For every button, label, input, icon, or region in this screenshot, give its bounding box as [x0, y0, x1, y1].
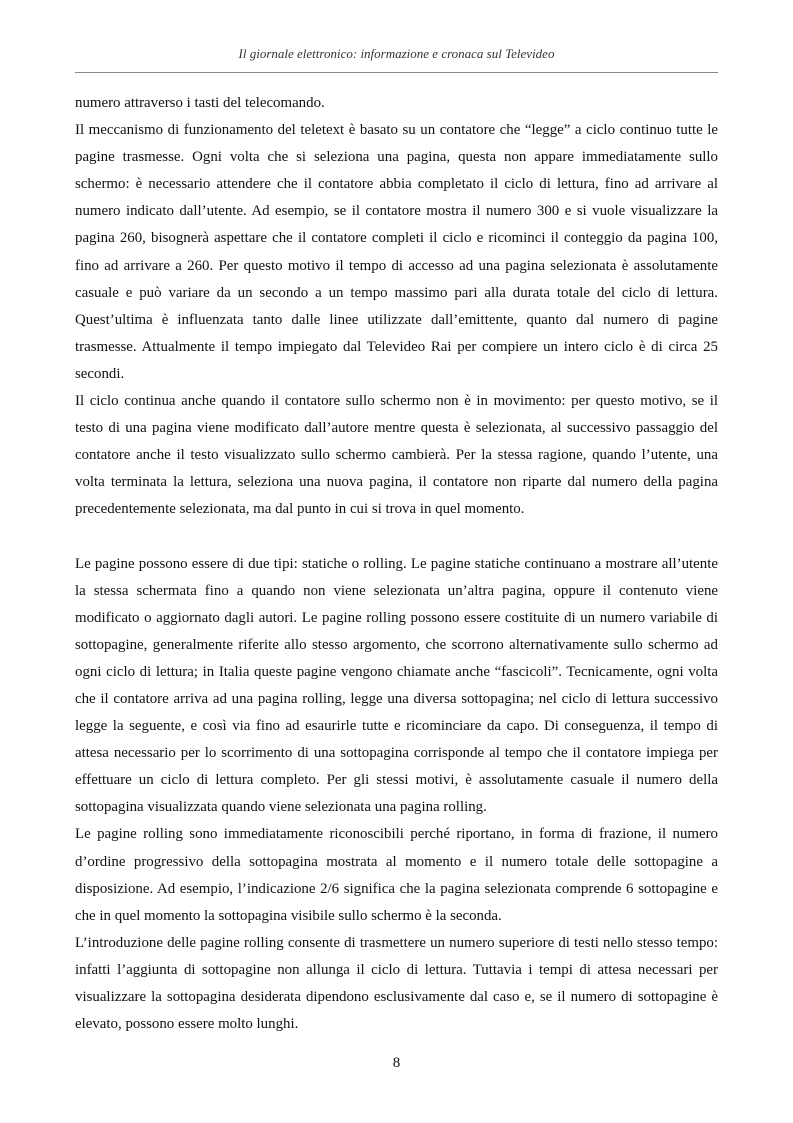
paragraph-rolling-introduction: L’introduzione delle pagine rolling consente di trasmettere un numero superiore di testi nello stesso tempo: infatti l’aggiunta di sottopagine non allunga il ciclo di lettura. Tuttavia i tempi di attesa necessari per visualizzare la sottopagina desiderata dipendono esclusivamente dal caso e, se il numero di sottopagine è elevato, possono essere molto lunghi. [75, 934, 718, 1033]
page-number: 8 [392, 1055, 401, 1071]
paragraph-continuation: numero attraverso i tasti del telecomando. [75, 95, 325, 111]
running-header: Il giornale elettronico: informazione e cronaca sul Televideo [75, 46, 718, 73]
paragraph-rolling-recognition: Le pagine rolling sono immediatamente riconoscibili perché riportano, in forma di frazione, il numero d’ordine progressivo della sottopagina mostrata al momento e il numero totale delle sottopagine a disposizione. Ad esempio, l’indicazione 2/6 significa che la pagina selezionata comprende 6 sottopagine e che in quel momento la sottopagina visibile sullo schermo è la seconda. [75, 826, 718, 924]
document-body [75, 90, 718, 1038]
paragraph-page-types: Le pagine possono essere di due tipi: statiche o rolling. Le pagine statiche continuano a mostrare all’utente la stessa schermata fino a quando non viene selezionata un’altra pagina, oppure il contenuto viene modificato o aggiornato dagli autori. Le pagine rolling possono essere costituite di un numero variabile di sottopagine, generalmente riferite allo stesso argomento, che scorrono alternativamente sullo schermo ad ogni ciclo di lettura; in Italia queste pagine vengono chiamate anche “fascicoli”. Tecnicamente, ogni volta che il contatore arriva ad una pagina rolling, legge una diversa sottopagina; nel ciclo di lettura successivo legge la seguente, e così via fino ad esaurirle tutte e ricominciare da capo. Di conseguenza, il tempo di attesa necessario per lo scorrimento di una sottopagina corrisponde al tempo che il contatore impiega per effettuare un ciclo di lettura completo. Per gli stessi motivi, è assolutamente casuale il numero della sottopagina visualizzata quando viene selezionata una pagina rolling. [75, 555, 718, 816]
paragraph-teletext-mechanism: Il meccanismo di funzionamento del teletext è basato su un contatore che “legge” a ciclo continuo tutte le pagine trasmesse. Ogni volta che si seleziona una pagina, questa non appare immediatamente sullo schermo: è necessario attendere che il contatore abbia completato il ciclo di lettura, fino ad arrivare al numero indicato dall’utente. Ad esempio, se il contatore mostra il numero 300 e si vuole visualizzare la pagina 260, bisognerà aspettare che il contatore completi il ciclo e ricominci il conteggio da pagina 100, fino ad arrivare a 260. Per questo motivo il tempo di accesso ad una pagina selezionata è assolutamente casuale e può variare da un secondo a un tempo massimo pari alla durata totale del ciclo di lettura. Quest’ultima è influenzata tanto dalle linee utilizzate dall’emittente, quanto dal numero di pagine trasmesse. Attualmente il tempo impiegato dal Televideo Rai per compiere un intero ciclo è di circa 25 secondi. [75, 122, 718, 382]
paragraph-cycle-continues: Il ciclo continua anche quando il contatore sullo schermo non è in movimento: per questo motivo, se il testo di una pagina viene modificato dall’autore mentre questa è selezionata, al successivo passaggio del contatore anche il testo visualizzato sullo schermo cambierà. Per la stessa ragione, quando l’utente, una volta terminata la lettura, seleziona una nuova pagina, il contatore non riparte dal numero della pagina precedentemente selezionata, ma dal punto in cui si trova in quel momento. [75, 393, 718, 518]
